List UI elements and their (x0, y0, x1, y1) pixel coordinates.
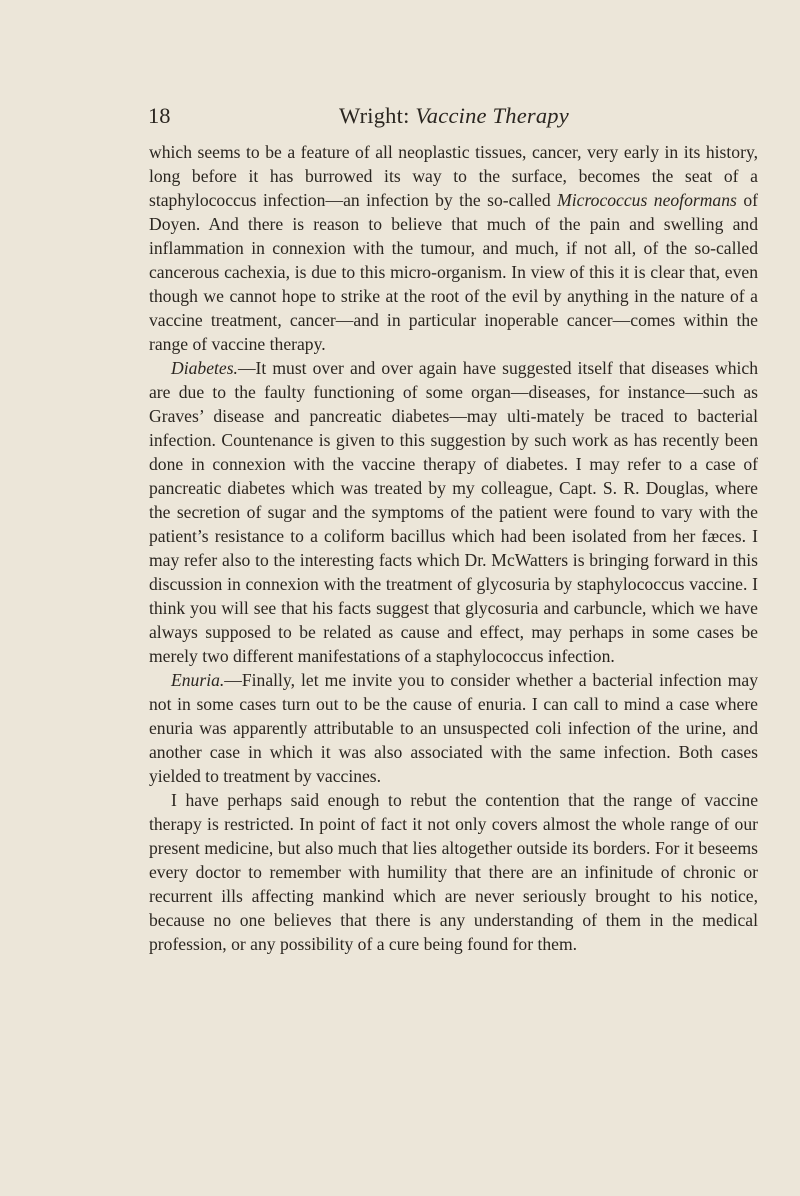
running-head (148, 98, 760, 134)
section-lead: Enuria. (171, 670, 225, 690)
paragraph-text: I have perhaps said enough to rebut the contention that the range of vaccine therapy is restricted. In point of fact it not only covers almost the whole range of our present medicine, but also much that lies altogether outside its borders. For it beseems every doctor to remember with humility that there are an infinitude of chronic or recurrent ills affecting mankind which are never seriously brought to his notice, because no one believes that there is any understanding of them in the medical profession, or any possibility of a cure being found for them. (149, 790, 758, 954)
title-separator: : (403, 103, 416, 128)
book-subtitle: Vaccine Therapy (415, 103, 569, 128)
paragraph-text: —Finally, let me invite you to consider whether a bacterial infection may not in some cases turn out to be the cause of enuria. I can call to mind a case where enuria was apparently attributable to an unsuspected coli infection of the urine, and another case in which it was also associated with the same infection. Both cases yielded to treatment by vaccines. (149, 670, 758, 786)
italic-term: Micrococcus neoformans (557, 190, 737, 210)
paragraph-enuria (149, 668, 758, 788)
body-text (149, 140, 758, 956)
paragraph-text: which seems to be a feature of all neoplastic tissues, cancer, very early in its history, long before it has burrowed its way to the surface, becomes the seat of a staphylococcus infection—an infection by the so-called (149, 142, 758, 210)
running-title (148, 98, 760, 134)
section-lead: Diabetes. (171, 358, 238, 378)
paragraph-text: of Doyen. And there is reason to believe that much of the pain and swelling and inflammation in connexion with the tumour, and much, if not all, of the so-called cancerous cachexia, is due to this micro-organism. In view of this it is clear that, even though we cannot hope to strike at the root of the evil by anything in the nature of a vaccine treatment, cancer—and in particular inoperable cancer—comes within the range of vaccine therapy. (149, 190, 758, 354)
paragraph-text: —It must over and over again have suggested itself that diseases which are due to the faulty functioning of some organ—diseases, for instance—such as Graves’ disease and pancreatic diabetes—may ulti-mately be traced to bacterial infection. Countenance is given to this suggestion by such work as has recently been done in connexion with the vaccine therapy of diabetes. I may refer to a case of pancreatic diabetes which was treated by my colleague, Capt. S. R. Douglas, where the secretion of sugar and the symptoms of the patient were found to vary with the patient’s resistance to a coliform bacillus which had been isolated from her fæces. I may refer also to the interesting facts which Dr. McWatters is bringing forward in this discussion in connexion with the treatment of glycosuria by staphylococcus vaccine. I think you will see that his facts suggest that glycosuria and carbuncle, which we have always supposed to be related as cause and effect, may perhaps in some cases be merely two different manifestations of a staphylococcus infection. (149, 358, 758, 666)
paragraph-diabetes (149, 356, 758, 668)
page-number: 18 (148, 103, 171, 128)
paragraph-conclusion (149, 788, 758, 956)
author-name: Wright (339, 103, 404, 128)
paragraph-cancer (149, 140, 758, 356)
